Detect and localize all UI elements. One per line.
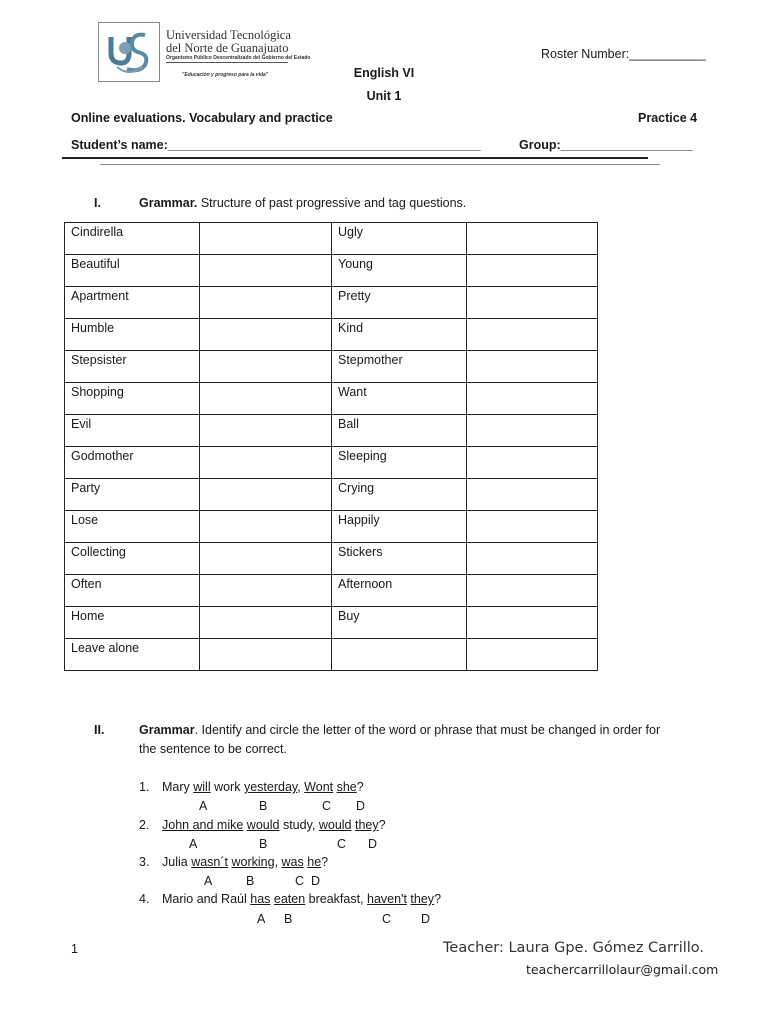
vocab-word-cell <box>332 351 467 383</box>
letter-b[interactable]: B <box>259 837 268 851</box>
vocab-word-cell <box>332 511 467 543</box>
section1-heading: Grammar. <box>139 196 198 210</box>
vocab-word-cell <box>65 287 200 319</box>
question-2-sentence <box>162 818 386 832</box>
question-1-sentence <box>162 780 364 794</box>
text: ? <box>378 818 386 832</box>
answer-cell[interactable] <box>200 319 332 351</box>
text: work <box>210 780 244 794</box>
answer-cell[interactable] <box>200 415 332 447</box>
cell-text <box>473 351 597 353</box>
cell-text: Ball <box>338 417 359 431</box>
vocab-word-cell <box>332 479 467 511</box>
text: Mario and Raúl <box>162 892 251 906</box>
cell-text: Evil <box>71 417 92 431</box>
vocab-word-cell <box>332 543 467 575</box>
cell-text <box>473 287 597 289</box>
cell-text <box>206 415 331 417</box>
cell-text: Often <box>71 577 102 591</box>
vocab-word-cell <box>65 543 200 575</box>
cell-text: Cindirella <box>71 225 124 239</box>
question-3-letters <box>0 874 768 890</box>
answer-cell[interactable] <box>467 255 598 287</box>
logo-divider <box>166 62 288 63</box>
cell-text: Ugly <box>338 225 364 239</box>
question-4-letters <box>0 912 768 928</box>
text: Mary <box>162 780 194 794</box>
question-2-letters <box>0 837 768 853</box>
cell-text <box>206 255 331 257</box>
table-row <box>65 383 598 415</box>
answer-cell[interactable] <box>467 607 598 639</box>
question-3-sentence <box>162 855 328 869</box>
table-row <box>65 351 598 383</box>
answer-cell[interactable] <box>467 351 598 383</box>
section2-number: II. <box>94 723 105 737</box>
letter-a[interactable]: A <box>257 912 266 926</box>
answer-cell[interactable] <box>200 351 332 383</box>
cell-text <box>206 287 331 289</box>
cell-text <box>473 383 597 385</box>
answer-cell[interactable] <box>467 543 598 575</box>
cell-text <box>206 639 331 641</box>
text: breakfast, <box>305 892 368 906</box>
vocab-word-cell <box>332 607 467 639</box>
cell-text: Stepmother <box>338 353 403 367</box>
university-subtitle: Organismo Público Descentralizado del Gobierno del Estado <box>166 55 311 61</box>
text: study, <box>279 818 319 832</box>
vocab-word-cell <box>332 223 467 255</box>
table-row <box>65 319 598 351</box>
answer-cell[interactable] <box>467 575 598 607</box>
vocab-word-cell <box>65 575 200 607</box>
course-title: English VI <box>353 66 415 80</box>
vocabulary-table <box>64 222 598 671</box>
answer-cell[interactable] <box>200 607 332 639</box>
cell-text: Humble <box>71 321 115 335</box>
vocab-word-cell <box>332 383 467 415</box>
cell-text <box>473 575 597 577</box>
answer-cell[interactable] <box>200 223 332 255</box>
cell-text: Beautiful <box>71 257 120 271</box>
answer-cell[interactable] <box>200 639 332 671</box>
table-row <box>65 607 598 639</box>
text: ? <box>321 855 329 869</box>
table-row <box>65 479 598 511</box>
question-4-number: 4. <box>139 892 150 906</box>
table-row <box>65 223 598 255</box>
cell-text: Sleeping <box>338 449 387 463</box>
section1-number: I. <box>94 196 101 210</box>
option-b-word[interactable]: would <box>246 818 280 832</box>
letter-a[interactable]: A <box>199 799 208 813</box>
section1-instruction <box>139 194 466 213</box>
letter-b[interactable]: B <box>284 912 293 926</box>
section2-text-line1: . Identify and circle the letter of the word or phrase that must be changed in order for <box>194 723 661 737</box>
option-b-word[interactable]: working <box>231 855 275 869</box>
table-row <box>65 287 598 319</box>
answer-cell[interactable] <box>467 223 598 255</box>
section2-instruction <box>139 721 660 740</box>
text: Julia <box>162 855 192 869</box>
cell-text: Apartment <box>71 289 129 303</box>
cell-text: Kind <box>338 321 364 335</box>
roster-number-field: Roster Number:___________ <box>541 47 706 61</box>
unit-title: Unit 1 <box>366 89 402 103</box>
letter-b[interactable]: B <box>259 799 268 813</box>
letter-c[interactable]: C <box>322 799 332 813</box>
answer-cell[interactable] <box>200 575 332 607</box>
question-3-number: 3. <box>139 855 150 869</box>
university-name-line1: Universidad Tecnológica <box>166 28 291 42</box>
option-c-word[interactable]: haven't <box>367 892 407 906</box>
teacher-email: teachercarrillolaur@gmail.com <box>526 962 719 977</box>
cell-text: Buy <box>338 609 360 623</box>
cell-text: Collecting <box>71 545 126 559</box>
cell-text <box>473 447 597 449</box>
answer-cell[interactable] <box>467 479 598 511</box>
question-1-number: 1. <box>139 780 150 794</box>
vocab-word-cell <box>65 479 200 511</box>
letter-a[interactable]: A <box>204 874 213 888</box>
option-c-word[interactable]: was <box>281 855 304 869</box>
option-a-word[interactable]: will <box>193 780 211 794</box>
cell-text: Home <box>71 609 105 623</box>
cell-text <box>206 351 331 353</box>
vocab-word-cell <box>332 447 467 479</box>
answer-cell[interactable] <box>200 543 332 575</box>
cell-text: Stickers <box>338 545 383 559</box>
letter-d[interactable]: D <box>356 799 366 813</box>
table-row <box>65 543 598 575</box>
cell-text <box>473 511 597 513</box>
text: ? <box>434 892 442 906</box>
cell-text: Lose <box>71 513 99 527</box>
cell-text <box>206 447 331 449</box>
text: ? <box>356 780 364 794</box>
question-4-sentence <box>162 892 441 906</box>
university-name-line2: del Norte de Guanajuato <box>166 41 289 55</box>
text: , <box>274 855 282 869</box>
option-c-word[interactable]: would <box>318 818 352 832</box>
cell-text <box>473 543 597 545</box>
cell-text: Stepsister <box>71 353 127 367</box>
cell-text: Want <box>338 385 367 399</box>
letter-b[interactable]: B <box>246 874 255 888</box>
cell-text <box>206 319 331 321</box>
vocab-word-cell <box>65 383 200 415</box>
cell-text <box>338 639 466 641</box>
vocab-word-cell <box>332 415 467 447</box>
section2-text-line2: the sentence to be correct. <box>139 742 288 756</box>
text: , <box>297 780 305 794</box>
answer-cell[interactable] <box>467 287 598 319</box>
letter-c[interactable]: C <box>337 837 347 851</box>
vocab-word-cell <box>65 223 200 255</box>
header-divider-light <box>100 164 660 165</box>
option-d-word[interactable]: they <box>410 892 435 906</box>
header-divider <box>62 157 648 159</box>
answer-cell[interactable] <box>200 287 332 319</box>
cell-text <box>473 415 597 417</box>
question-1-letters <box>0 799 768 815</box>
cell-text <box>206 575 331 577</box>
vocab-word-cell <box>65 319 200 351</box>
answer-cell[interactable] <box>467 383 598 415</box>
letter-d[interactable]: D <box>368 837 378 851</box>
cell-text <box>206 511 331 513</box>
option-d-word[interactable]: they <box>355 818 379 832</box>
letter-d[interactable]: D <box>311 874 321 888</box>
cell-text <box>473 479 597 481</box>
vocab-word-cell <box>65 607 200 639</box>
table-row <box>65 511 598 543</box>
cell-text <box>473 319 597 321</box>
answer-cell[interactable] <box>200 255 332 287</box>
university-motto: "Educación y progreso para la vida" <box>182 72 269 78</box>
cell-text <box>206 543 331 545</box>
answer-cell[interactable] <box>467 319 598 351</box>
answer-cell[interactable] <box>200 479 332 511</box>
option-c-word[interactable]: Wont <box>304 780 334 794</box>
section1-text: Structure of past progressive and tag questions. <box>197 196 467 210</box>
table-row <box>65 447 598 479</box>
table-row <box>65 255 598 287</box>
table-row <box>65 575 598 607</box>
cell-text <box>473 639 597 641</box>
answer-cell[interactable] <box>200 447 332 479</box>
cell-text: Happily <box>338 513 380 527</box>
option-b-word[interactable]: yesterday <box>243 780 298 794</box>
option-a-word[interactable]: John and mike <box>162 818 244 832</box>
vocab-word-cell <box>65 511 200 543</box>
student-name-field: Student’s name:_____________________________________________ <box>71 138 481 152</box>
group-field: Group:___________________ <box>519 138 693 152</box>
vocab-word-cell <box>332 287 467 319</box>
cell-text: Young <box>338 257 373 271</box>
vocab-word-cell <box>332 255 467 287</box>
vocab-word-cell <box>65 639 200 671</box>
answer-cell[interactable] <box>467 511 598 543</box>
cell-text: Afternoon <box>338 577 393 591</box>
answer-cell[interactable] <box>467 447 598 479</box>
vocab-word-cell <box>65 415 200 447</box>
document-title: Online evaluations. Vocabulary and practice <box>71 111 333 125</box>
vocab-word-cell <box>332 575 467 607</box>
option-b-word[interactable]: eaten <box>273 892 306 906</box>
answer-cell[interactable] <box>200 383 332 415</box>
cell-text <box>206 479 331 481</box>
option-d-word[interactable]: he <box>307 855 322 869</box>
letter-c[interactable]: C <box>382 912 392 926</box>
letter-d[interactable]: D <box>421 912 431 926</box>
table-row <box>65 415 598 447</box>
table-row <box>65 639 598 671</box>
cell-text <box>206 383 331 385</box>
answer-cell[interactable] <box>200 511 332 543</box>
option-a-word[interactable]: wasn´t <box>191 855 229 869</box>
page-number: 1 <box>71 942 78 956</box>
cell-text: Pretty <box>338 289 371 303</box>
cell-text <box>473 255 597 257</box>
teacher-name: Teacher: Laura Gpe. Gómez Carrillo. <box>443 940 705 956</box>
option-a-word[interactable]: has <box>250 892 271 906</box>
cell-text <box>206 223 331 225</box>
letter-c[interactable]: C <box>295 874 305 888</box>
option-d-word[interactable]: she <box>336 780 357 794</box>
cell-text <box>206 607 331 609</box>
answer-cell[interactable] <box>467 639 598 671</box>
cell-text: Shopping <box>71 385 124 399</box>
vocab-word-cell <box>332 319 467 351</box>
answer-cell[interactable] <box>467 415 598 447</box>
cell-text <box>473 223 597 225</box>
letter-a[interactable]: A <box>189 837 198 851</box>
question-2-number: 2. <box>139 818 150 832</box>
cell-text: Godmother <box>71 449 134 463</box>
vocab-word-cell <box>65 447 200 479</box>
cell-text <box>473 607 597 609</box>
cell-text: Party <box>71 481 101 495</box>
practice-number: Practice 4 <box>638 111 698 125</box>
vocab-word-cell <box>65 255 200 287</box>
vocab-word-cell <box>332 639 467 671</box>
vocab-word-cell <box>65 351 200 383</box>
section2-heading: Grammar <box>139 723 195 737</box>
cell-text: Crying <box>338 481 375 495</box>
cell-text: Leave alone <box>71 641 140 655</box>
